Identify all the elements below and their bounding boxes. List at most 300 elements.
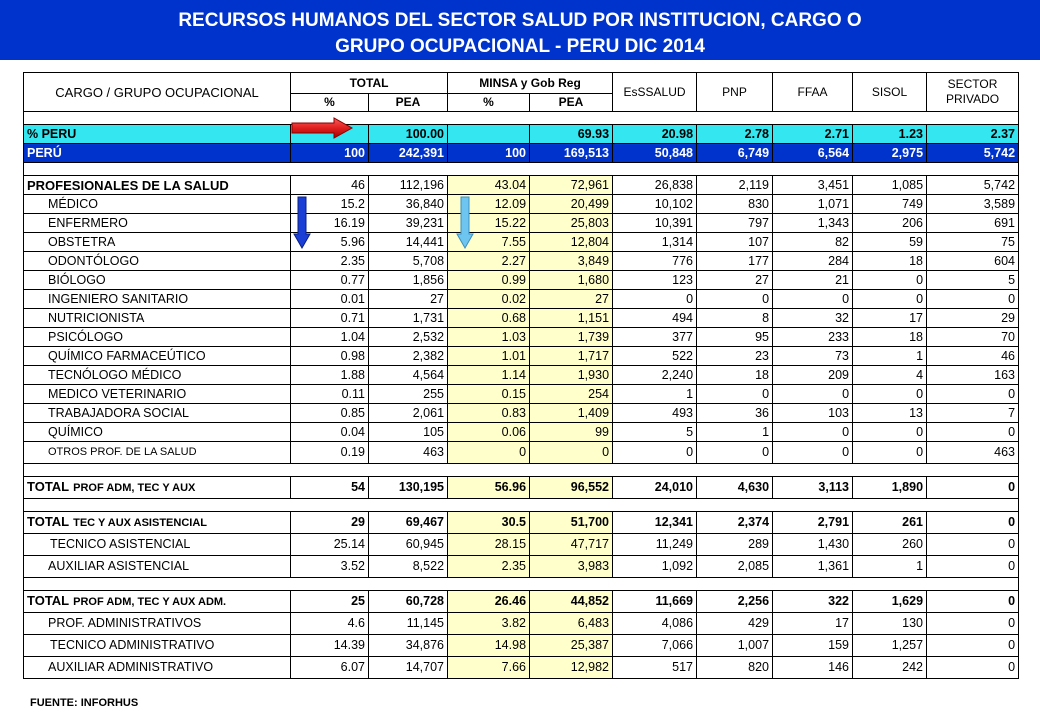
cell-value: 1.03 [448, 328, 530, 347]
cell-value: 1,930 [530, 366, 613, 385]
cell-value: 494 [613, 309, 697, 328]
cell-value: 0 [927, 477, 1019, 499]
cell-value: 14.98 [448, 635, 530, 657]
cell-value: 2,374 [697, 512, 773, 534]
row-peru [24, 144, 1019, 163]
header-row-1 [24, 73, 1019, 94]
cell-value: 0.99 [448, 271, 530, 290]
cell-value: 14.39 [291, 635, 369, 657]
cell-value: 1,071 [773, 195, 853, 214]
cell-value: 0 [853, 290, 927, 309]
cell-value: 159 [773, 635, 853, 657]
cell-value: 1,092 [613, 556, 697, 578]
header-minsa-pct: % [448, 94, 530, 112]
cell-value: 0 [613, 442, 697, 464]
cell-value: 6,483 [530, 613, 613, 635]
cell-value: 0 [773, 442, 853, 464]
cell-value: 0 [927, 613, 1019, 635]
cell-label: PROFESIONALES DE LA SALUD [24, 176, 291, 195]
cell-value: 0 [853, 271, 927, 290]
cell-value: 1,890 [853, 477, 927, 499]
cell-value: 1,361 [773, 556, 853, 578]
cell-value: 6.07 [291, 657, 369, 679]
cell-value: 233 [773, 328, 853, 347]
cell-value: 1 [697, 423, 773, 442]
cell-value: 82 [773, 233, 853, 252]
cell-value: 5 [613, 423, 697, 442]
cell-value: 604 [927, 252, 1019, 271]
cell-value: 776 [613, 252, 697, 271]
cell-value: 24,010 [613, 477, 697, 499]
cell-label: PSICÓLOGO [24, 328, 291, 347]
cell-value: 32 [773, 309, 853, 328]
cell-value: 46 [927, 347, 1019, 366]
cell-value: 20.98 [613, 125, 697, 144]
cell-value: 1,731 [369, 309, 448, 328]
cell-value: 12,341 [613, 512, 697, 534]
cell-value: 0.06 [448, 423, 530, 442]
cell-value: 72,961 [530, 176, 613, 195]
cell-value: 1.88 [291, 366, 369, 385]
cell-value: 1,343 [773, 214, 853, 233]
cell-value: 12,982 [530, 657, 613, 679]
cell-label [24, 477, 291, 499]
cell-value: 130,195 [369, 477, 448, 499]
cell-value: 60,945 [369, 534, 448, 556]
row-quimico [24, 423, 1019, 442]
cell-label: AUXILIAR ADMINISTRATIVO [24, 657, 291, 679]
cell-value: 0.77 [291, 271, 369, 290]
cell-value: 0.02 [448, 290, 530, 309]
cell-value: 1,717 [530, 347, 613, 366]
header-pnp: PNP [697, 73, 773, 112]
cell-value: 3,983 [530, 556, 613, 578]
header-cargo: CARGO / GRUPO OCUPACIONAL [24, 73, 291, 112]
cell-value: 8,522 [369, 556, 448, 578]
row-nutricionista [24, 309, 1019, 328]
cell-value: 322 [773, 591, 853, 613]
cell-value: 1.04 [291, 328, 369, 347]
cell-value: 1,257 [853, 635, 927, 657]
cell-value: 25 [291, 591, 369, 613]
header-privado: SECTOR PRIVADO [927, 73, 1019, 112]
cell-value: 0 [927, 423, 1019, 442]
cell-value: 0 [927, 512, 1019, 534]
total-word: TOTAL [27, 514, 70, 529]
cell-label: MEDICO VETERINARIO [24, 385, 291, 404]
cell-value: 0 [448, 442, 530, 464]
cell-label: TECNICO ASISTENCIAL [24, 534, 291, 556]
row-trabajadora-social [24, 404, 1019, 423]
cell-value: 0 [773, 385, 853, 404]
cell-value: 797 [697, 214, 773, 233]
row-psicologo [24, 328, 1019, 347]
page-title-line2: GRUPO OCUPACIONAL - PERU DIC 2014 [335, 36, 705, 57]
cell-value: 1 [613, 385, 697, 404]
cell-value: 749 [853, 195, 927, 214]
cell-value: 254 [530, 385, 613, 404]
spacer-row [24, 464, 1019, 477]
cell-value: 260 [853, 534, 927, 556]
header-sisol: SISOL [853, 73, 927, 112]
cell-value: 2,240 [613, 366, 697, 385]
cell-value: 4,564 [369, 366, 448, 385]
cell-label: ENFERMERO [24, 214, 291, 233]
source-note: FUENTE: INFORHUS [30, 697, 139, 709]
cell-value: 20,499 [530, 195, 613, 214]
cell-value: 5,708 [369, 252, 448, 271]
cell-value: 27 [697, 271, 773, 290]
cell-value: 26.46 [448, 591, 530, 613]
cell-value: 123 [613, 271, 697, 290]
cell-value: 15.22 [448, 214, 530, 233]
cell-value: 2.35 [448, 556, 530, 578]
cell-value: 0 [927, 657, 1019, 679]
cell-value: 830 [697, 195, 773, 214]
cell-value: 18 [853, 328, 927, 347]
row-medico-veterinario [24, 385, 1019, 404]
cell-value: 0.11 [291, 385, 369, 404]
cell-label [24, 591, 291, 613]
header-total: TOTAL [291, 73, 448, 94]
cell-value: 5,742 [927, 176, 1019, 195]
cell-label: QUÍMICO FARMACEÚTICO [24, 347, 291, 366]
cell-value: 0.83 [448, 404, 530, 423]
cell-value: 39,231 [369, 214, 448, 233]
cell-value: 75 [927, 233, 1019, 252]
cell-value: 2,382 [369, 347, 448, 366]
cell-value: 289 [697, 534, 773, 556]
cell-value: 2.27 [448, 252, 530, 271]
cell-value: 2,119 [697, 176, 773, 195]
cell-value: 34,876 [369, 635, 448, 657]
cell-value: 13 [853, 404, 927, 423]
cell-value: 4,086 [613, 613, 697, 635]
row-tecnologo-medico [24, 366, 1019, 385]
data-table [23, 72, 1019, 679]
spacer-row [24, 499, 1019, 512]
cell-value: 0.01 [291, 290, 369, 309]
cell-value: 1,739 [530, 328, 613, 347]
cell-value: 284 [773, 252, 853, 271]
cell-value: 27 [530, 290, 613, 309]
cell-value: 1,314 [613, 233, 697, 252]
cell-value: 5.96 [291, 233, 369, 252]
cell-value: 4,630 [697, 477, 773, 499]
cell-value: 0 [927, 591, 1019, 613]
cell-value: 3.82 [448, 613, 530, 635]
cell-value: 1 [853, 347, 927, 366]
cell-value: 463 [927, 442, 1019, 464]
cell-value: 0 [697, 290, 773, 309]
cell-value: 261 [853, 512, 927, 534]
cell-value: 2.71 [773, 125, 853, 144]
header-essalud: EsSSALUD [613, 73, 697, 112]
row-otros-prof [24, 442, 1019, 464]
cell-value: 1.23 [853, 125, 927, 144]
cell-value: 95 [697, 328, 773, 347]
cell-value: 130 [853, 613, 927, 635]
cell-value: 59 [853, 233, 927, 252]
cell-value: 18 [853, 252, 927, 271]
cell-value: 3,849 [530, 252, 613, 271]
cell-label: % PERU [24, 125, 291, 144]
cell-value: 0 [927, 290, 1019, 309]
cell-label: OBSTETRA [24, 233, 291, 252]
cell-value: 105 [369, 423, 448, 442]
cell-value: 0 [613, 290, 697, 309]
cell-value: 517 [613, 657, 697, 679]
cell-value: 493 [613, 404, 697, 423]
cell-value: 25,803 [530, 214, 613, 233]
row-ingeniero-sanitario [24, 290, 1019, 309]
cell-value: 27 [369, 290, 448, 309]
cell-value: 112,196 [369, 176, 448, 195]
row-auxiliar-administrativo [24, 657, 1019, 679]
cell-label: NUTRICIONISTA [24, 309, 291, 328]
cell-value: 0 [853, 385, 927, 404]
cell-value: 7,066 [613, 635, 697, 657]
cell-value: 1,856 [369, 271, 448, 290]
cell-label: PROF. ADMINISTRATIVOS [24, 613, 291, 635]
cell-value: 100 [291, 144, 369, 163]
cell-label: QUÍMICO [24, 423, 291, 442]
row-total-administrativo [24, 591, 1019, 613]
cell-value: 6,564 [773, 144, 853, 163]
header-total-pea: PEA [369, 94, 448, 112]
cell-value [448, 125, 530, 144]
cell-value: 21 [773, 271, 853, 290]
cell-value: 1 [853, 556, 927, 578]
cell-value: 206 [853, 214, 927, 233]
cell-value: 0.19 [291, 442, 369, 464]
cell-value: 177 [697, 252, 773, 271]
cell-value: 163 [927, 366, 1019, 385]
cell-value: 169,513 [530, 144, 613, 163]
cell-value: 25,387 [530, 635, 613, 657]
cell-value: 17 [773, 613, 853, 635]
cell-value: 69.93 [530, 125, 613, 144]
cell-value: 26,838 [613, 176, 697, 195]
cell-value: 60,728 [369, 591, 448, 613]
cell-value: 1.14 [448, 366, 530, 385]
cell-value: 1,680 [530, 271, 613, 290]
right-arrow-icon [290, 117, 354, 139]
cell-value: 3.52 [291, 556, 369, 578]
cell-value: 17 [853, 309, 927, 328]
cell-value: 54 [291, 477, 369, 499]
row-obstetra [24, 233, 1019, 252]
cell-value: 1.01 [448, 347, 530, 366]
cell-value: 51,700 [530, 512, 613, 534]
cell-value: 23 [697, 347, 773, 366]
spacer-row [24, 578, 1019, 591]
cell-value: 2,532 [369, 328, 448, 347]
header-ffaa: FFAA [773, 73, 853, 112]
cell-value: 0.15 [448, 385, 530, 404]
cell-value: 0 [773, 423, 853, 442]
cell-value: 0 [927, 534, 1019, 556]
cell-value: 10,102 [613, 195, 697, 214]
cell-value: 7.55 [448, 233, 530, 252]
cell-value: 10,391 [613, 214, 697, 233]
cell-value: 5,742 [927, 144, 1019, 163]
row-odontologo [24, 252, 1019, 271]
cell-value: 7.66 [448, 657, 530, 679]
cell-value: 0.98 [291, 347, 369, 366]
cell-value: 0.68 [448, 309, 530, 328]
cell-value: 36 [697, 404, 773, 423]
row-biologo [24, 271, 1019, 290]
cell-value: 3,451 [773, 176, 853, 195]
row-prof-administrativos [24, 613, 1019, 635]
cell-value: 0 [530, 442, 613, 464]
total-descriptor: TEC Y AUX ASISTENCIAL [73, 517, 207, 529]
cell-value: 43.04 [448, 176, 530, 195]
total-word: TOTAL [27, 479, 70, 494]
cell-label: MÉDICO [24, 195, 291, 214]
cell-value: 107 [697, 233, 773, 252]
cell-value: 73 [773, 347, 853, 366]
cell-value: 50,848 [613, 144, 697, 163]
cell-value: 56.96 [448, 477, 530, 499]
page-title-line1: RECURSOS HUMANOS DEL SECTOR SALUD POR INSTITUCION, CARGO O [178, 10, 862, 31]
cell-label: OTROS PROF. DE LA SALUD [24, 442, 291, 464]
cell-value: 70 [927, 328, 1019, 347]
cell-value: 0 [853, 442, 927, 464]
cell-value: 29 [291, 512, 369, 534]
cell-value: 3,113 [773, 477, 853, 499]
cell-value: 2,791 [773, 512, 853, 534]
cell-value: 8 [697, 309, 773, 328]
cell-value: 0 [697, 385, 773, 404]
cell-label: TECNICO ADMINISTRATIVO [24, 635, 291, 657]
cell-value: 47,717 [530, 534, 613, 556]
cell-value: 4.6 [291, 613, 369, 635]
cell-label: BIÓLOGO [24, 271, 291, 290]
cell-value: 820 [697, 657, 773, 679]
cell-value: 0.71 [291, 309, 369, 328]
row-pct-peru [24, 125, 1019, 144]
cell-value: 14,441 [369, 233, 448, 252]
cell-label [24, 512, 291, 534]
row-medico [24, 195, 1019, 214]
cell-value: 2.35 [291, 252, 369, 271]
cell-value: 12.09 [448, 195, 530, 214]
title-band [0, 0, 1040, 60]
cell-value: 6,749 [697, 144, 773, 163]
cell-label: ODONTÓLOGO [24, 252, 291, 271]
cell-value: 209 [773, 366, 853, 385]
row-tecnico-administrativo [24, 635, 1019, 657]
cell-value: 242,391 [369, 144, 448, 163]
cell-value: 12,804 [530, 233, 613, 252]
cell-value: 255 [369, 385, 448, 404]
cell-value: 1,085 [853, 176, 927, 195]
cell-value: 11,145 [369, 613, 448, 635]
cell-value: 146 [773, 657, 853, 679]
cell-value: 1,409 [530, 404, 613, 423]
header-minsa-pea: PEA [530, 94, 613, 112]
cell-value: 1,629 [853, 591, 927, 613]
total-word: TOTAL [27, 593, 70, 608]
cell-value: 0 [773, 290, 853, 309]
down-arrow-light-icon [456, 196, 474, 249]
cell-value: 103 [773, 404, 853, 423]
cell-value: 15.2 [291, 195, 369, 214]
cell-value: 5 [927, 271, 1019, 290]
total-descriptor: PROF ADM, TEC Y AUX ADM. [73, 596, 227, 608]
cell-value: 30.5 [448, 512, 530, 534]
cell-value: 29 [927, 309, 1019, 328]
cell-value: 11,669 [613, 591, 697, 613]
cell-value: 0 [927, 385, 1019, 404]
cell-value: 18 [697, 366, 773, 385]
cell-label: INGENIERO SANITARIO [24, 290, 291, 309]
cell-value: 36,840 [369, 195, 448, 214]
cell-value: 0.04 [291, 423, 369, 442]
cell-value: 100.00 [369, 125, 448, 144]
cell-value: 429 [697, 613, 773, 635]
cell-value: 522 [613, 347, 697, 366]
cell-value: 7 [927, 404, 1019, 423]
cell-value: 242 [853, 657, 927, 679]
total-descriptor: PROF ADM, TEC Y AUX [73, 482, 196, 494]
cell-value: 99 [530, 423, 613, 442]
cell-value: 463 [369, 442, 448, 464]
spacer-row [24, 163, 1019, 176]
cell-value: 1,007 [697, 635, 773, 657]
cell-value: 25.14 [291, 534, 369, 556]
row-profesionales [24, 176, 1019, 195]
cell-value: 44,852 [530, 591, 613, 613]
cell-value: 96,552 [530, 477, 613, 499]
cell-value: 2,085 [697, 556, 773, 578]
header-minsa: MINSA y Gob Reg [448, 73, 613, 94]
row-total-prof-adm [24, 477, 1019, 499]
cell-value: 0 [927, 635, 1019, 657]
row-auxiliar-asistencial [24, 556, 1019, 578]
cell-value: 3,589 [927, 195, 1019, 214]
spacer-row [24, 112, 1019, 125]
cell-label: TRABAJADORA SOCIAL [24, 404, 291, 423]
cell-value: 14,707 [369, 657, 448, 679]
cell-label: PERÚ [24, 144, 291, 163]
cell-value: 2,061 [369, 404, 448, 423]
cell-value: 28.15 [448, 534, 530, 556]
cell-value: 1,151 [530, 309, 613, 328]
cell-value: 2,256 [697, 591, 773, 613]
cell-value: 0 [853, 423, 927, 442]
cell-value: 100 [448, 144, 530, 163]
cell-value: 0 [927, 556, 1019, 578]
cell-value: 16.19 [291, 214, 369, 233]
cell-value: 0 [697, 442, 773, 464]
cell-label: AUXILIAR ASISTENCIAL [24, 556, 291, 578]
cell-value: 2.37 [927, 125, 1019, 144]
cell-value: 377 [613, 328, 697, 347]
row-total-asistencial [24, 512, 1019, 534]
cell-value: 2.78 [697, 125, 773, 144]
header-total-pct: % [291, 94, 369, 112]
cell-value: 4 [853, 366, 927, 385]
cell-value: 2,975 [853, 144, 927, 163]
cell-value: 1,430 [773, 534, 853, 556]
cell-label: TECNÓLOGO MÉDICO [24, 366, 291, 385]
cell-value: 69,467 [369, 512, 448, 534]
cell-value: 691 [927, 214, 1019, 233]
down-arrow-icon [293, 196, 311, 249]
